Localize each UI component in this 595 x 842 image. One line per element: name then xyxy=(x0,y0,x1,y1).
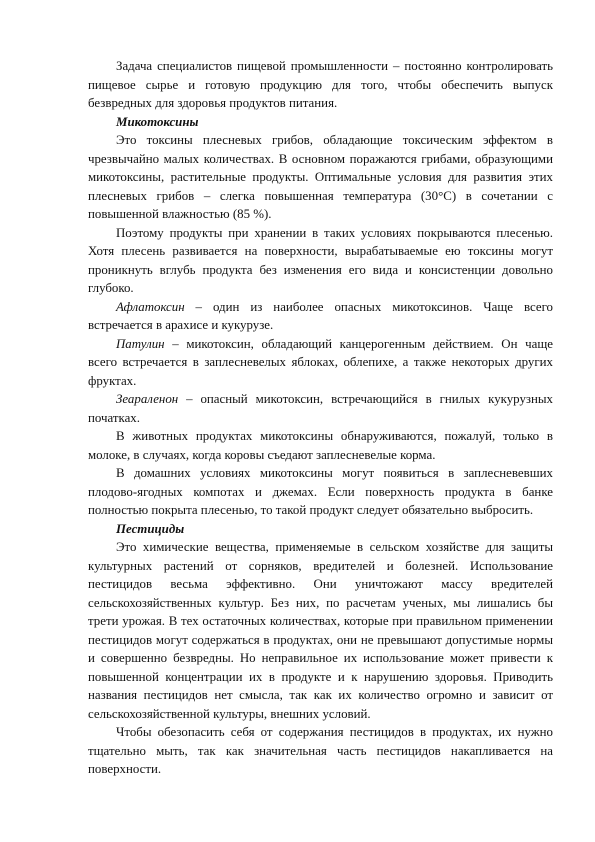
mycotoxins-paragraph-2: Поэтому продукты при хранении в таких условиях покрываются плесенью. Хотя плесень развивается на поверхности, вырабатываемые ею токсины могут проникнуть вглубь продукта без изменения его вида и консистенции довольно глубоко. xyxy=(88,225,553,295)
zearalenone-paragraph xyxy=(88,390,553,427)
pesticides-paragraph-1: Это химические вещества, применяемые в сельском хозяйстве для защиты культурных растений от сорняков, вредителей и болезней. Использование пестицидов весьма эффективно. Они уничтожают массу вредителей сельскохозяйственных культур. Без них, по расчетам ученых, мы лишались бы трети урожая. В тех остаточных количествах, которые при правильном применении пестицидов могут содержаться в продуктах, они не превышают допустимые нормы и совершенно безвредны. Но неправильное их использование может привести к повышенной концентрации их в продукте и к нарушению здоровья. Приводить названия пестицидов нет смысла, так как их количество огромно и зависит от сельскохозяйственной культуры, внешних условий. xyxy=(88,540,553,721)
document-page xyxy=(88,57,553,779)
aflatoxin-text: – один из наиболее опасных микотоксинов. Чаще всего встречается в арахисе и кукурузе. xyxy=(88,299,553,332)
zearalenone-term: Зеараленон xyxy=(116,392,179,406)
pesticides-paragraph-2: Чтобы обезопасить себя от содержания пестицидов в продуктах, их нужно тщательно мыть, так как значительная часть пестицидов накапливается на поверхности. xyxy=(88,725,553,776)
aflatoxin-paragraph xyxy=(88,298,553,335)
patulin-term: Патулин xyxy=(116,336,165,351)
zearalenone-text: – опасный микотоксин, встречающийся в гнилых кукурузных початках. xyxy=(88,392,553,425)
mycotoxins-heading: Микотоксины xyxy=(116,114,199,129)
patulin-text: – микотоксин, обладающий канцерогенным действием. Он чаще всего встречается в заплесневелых яблоках, облепихе, а также некоторых других фруктах. xyxy=(88,336,553,388)
mycotoxins-paragraph-3: В животных продуктах микотоксины обнаруживаются, пожалуй, только в молоке, в случаях, когда коровы съедают заплесневелые корма. xyxy=(88,429,553,462)
aflatoxin-term: Афлатоксин xyxy=(116,299,185,314)
mycotoxins-paragraph-4: В домашних условиях микотоксины могут появиться в заплесневевших плодово-ягодных компотах и джемах. Если поверхность продукта в банке полностью покрыта плесенью, то такой продукт следует обязательно выбросить. xyxy=(88,466,553,517)
mycotoxins-paragraph-1: Это токсины плесневых грибов, обладающие токсическим эффектом в чрезвычайно малых количествах. В основном поражаются грибами, образующими микотоксины, растительные продукты. Оптимальные условия для развития этих плесневых грибов – слегка повышенная температура (30°С) в сочетании с повышенной влажностью (85 %). xyxy=(88,133,553,221)
intro-paragraph: Задача специалистов пищевой промышленности – постоянно контролировать пищевое сырье и готовую продукцию для того, чтобы обеспечить выпуск безвредных для здоровья продуктов питания. xyxy=(88,59,553,110)
pesticides-heading: Пестициды xyxy=(116,521,185,536)
patulin-paragraph xyxy=(88,335,553,391)
